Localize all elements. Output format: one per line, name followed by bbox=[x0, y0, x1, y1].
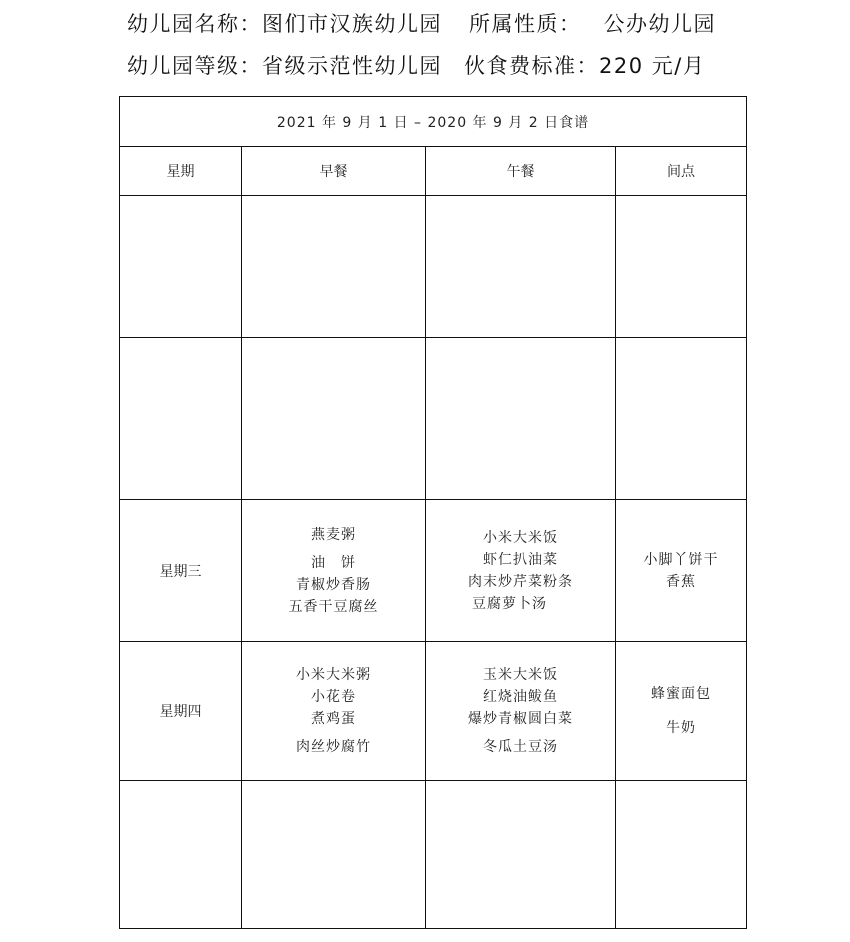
menu-item: 冬瓜土豆汤 bbox=[483, 739, 558, 755]
col-header-breakfast: 早餐 bbox=[242, 147, 426, 196]
weekly-menu-table bbox=[119, 96, 747, 929]
menu-item: 青椒炒香肠 bbox=[296, 576, 371, 593]
kindergarten-info-line-2 bbox=[127, 50, 705, 80]
table-cell bbox=[120, 196, 242, 338]
nature-value: 公办幼儿园 bbox=[603, 12, 716, 36]
table-cell bbox=[616, 338, 747, 500]
table-cell bbox=[616, 781, 747, 929]
snack-cell bbox=[616, 500, 747, 642]
table-cell bbox=[616, 196, 747, 338]
menu-item: 燕麦粥 bbox=[311, 526, 356, 543]
menu-item: 五香干豆腐丝 bbox=[288, 598, 379, 615]
menu-item: 红烧油鲅鱼 bbox=[483, 689, 558, 705]
table-row-thursday bbox=[120, 642, 747, 781]
menu-item: 牛奶 bbox=[666, 720, 697, 736]
table-cell bbox=[242, 196, 426, 338]
menu-item: 玉米大米饭 bbox=[483, 667, 558, 683]
weekday-cell: 星期四 bbox=[120, 642, 242, 781]
breakfast-cell bbox=[242, 642, 426, 781]
menu-title: 2021 年 9 月 1 日 – 2020 年 9 月 2 日食谱 bbox=[120, 97, 747, 147]
table-row-wednesday bbox=[120, 500, 747, 642]
kindergarten-info-line-1 bbox=[127, 8, 716, 38]
table-cell bbox=[426, 781, 616, 929]
kindergarten-level: 幼儿园等级：省级示范性幼儿园 bbox=[127, 54, 442, 78]
lunch-cell bbox=[426, 642, 616, 781]
breakfast-cell bbox=[242, 500, 426, 642]
menu-item: 肉丝炒腐竹 bbox=[296, 739, 371, 755]
table-cell bbox=[426, 196, 616, 338]
table-cell bbox=[426, 338, 616, 500]
menu-item: 爆炒青椒圆白菜 bbox=[468, 711, 573, 727]
weekday-cell: 星期三 bbox=[120, 500, 242, 642]
nature-label: 所属性质： bbox=[469, 12, 582, 36]
table-row-empty bbox=[120, 338, 747, 500]
menu-item: 煮鸡蛋 bbox=[311, 711, 356, 727]
menu-item: 虾仁扒油菜 bbox=[483, 551, 558, 568]
column-header-row bbox=[120, 147, 747, 196]
menu-item: 小花卷 bbox=[311, 689, 356, 705]
table-cell bbox=[242, 338, 426, 500]
meal-fee-standard: 伙食费标准：220 元/月 bbox=[464, 54, 706, 78]
table-row-empty bbox=[120, 781, 747, 929]
menu-item: 小米大米粥 bbox=[296, 667, 371, 683]
menu-item: 油 饼 bbox=[311, 554, 356, 571]
table-cell bbox=[120, 338, 242, 500]
table-cell bbox=[242, 781, 426, 929]
menu-item: 豆腐萝卜汤 bbox=[472, 595, 547, 612]
kindergarten-name: 幼儿园名称：图们市汉族幼儿园 bbox=[127, 12, 442, 36]
table-title-row bbox=[120, 97, 747, 147]
menu-item: 香蕉 bbox=[666, 573, 697, 590]
col-header-weekday: 星期 bbox=[120, 147, 242, 196]
lunch-cell bbox=[426, 500, 616, 642]
menu-item: 蜂蜜面包 bbox=[651, 686, 712, 702]
snack-cell bbox=[616, 642, 747, 781]
menu-item: 肉末炒芹菜粉条 bbox=[468, 573, 573, 590]
menu-item: 小米大米饭 bbox=[483, 529, 558, 546]
menu-item: 小脚丫饼干 bbox=[643, 551, 719, 568]
table-row-empty bbox=[120, 196, 747, 338]
table-cell bbox=[120, 781, 242, 929]
col-header-lunch: 午餐 bbox=[426, 147, 616, 196]
col-header-snack: 间点 bbox=[616, 147, 747, 196]
